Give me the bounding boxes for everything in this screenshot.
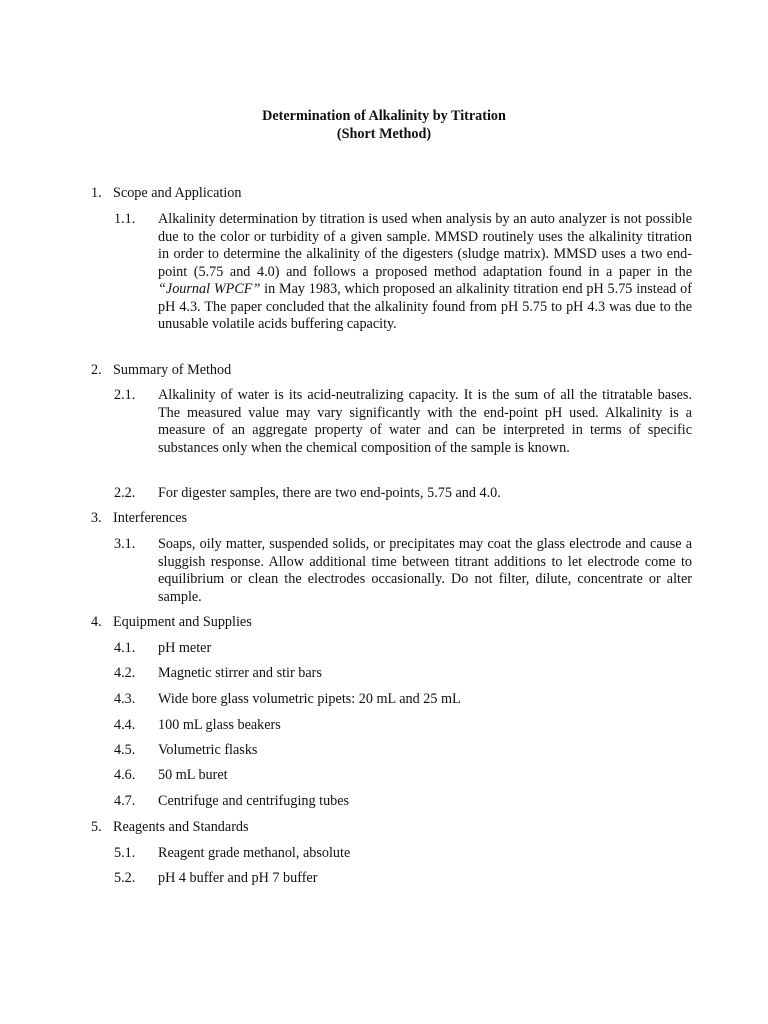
section-number: 5.: [91, 819, 102, 835]
item-number: 4.5.: [114, 742, 136, 758]
item-number: 4.1.: [114, 640, 136, 656]
item-text: pH meter: [158, 640, 212, 656]
journal-name: “Journal WPCF”: [158, 281, 261, 297]
item-number: 4.2.: [114, 665, 136, 681]
item-text: Wide bore glass volumetric pipets: 20 mL and 25 mL: [158, 691, 461, 707]
item-text: Centrifuge and centrifuging tubes: [158, 793, 350, 809]
item-text: Volumetric flasks: [158, 742, 258, 758]
item-number: 4.3.: [114, 691, 136, 707]
section-heading-interferences: [91, 510, 691, 528]
section-title: Summary of Method: [113, 362, 232, 378]
document-title: Determination of Alkalinity by Titration: [262, 108, 506, 124]
section-number: 3.: [91, 510, 102, 526]
item-text: pH 4 buffer and pH 7 buffer: [158, 870, 318, 886]
item-number: 5.1.: [114, 845, 136, 861]
item-text: Alkalinity determination by titration is used when analysis by an auto analyzer is not possible due to the color or turbidity of a given sample. MMSD routinely uses the alkalinity titration in order to determine the alkalinity of the digesters (sludge matrix). MMSD uses a two end- point (5.75 and 4.0) and follows a proposed method adaptation found in a paper in the “Journal WPCF” in May 1983, which proposed an alkalinity titration end pH 5.75 instead of pH 4.3. The paper concluded that the alkalinity found from pH 5.75 to pH 4.3 was due to the unusable volatile acids buffering capacity.: [158, 211, 693, 332]
item-number: 3.1.: [114, 536, 136, 552]
item-number: 2.1.: [114, 387, 136, 403]
section-number: 2.: [91, 362, 102, 378]
document-subtitle: (Short Method): [336, 126, 432, 142]
item-text: For digester samples, there are two end-points, 5.75 and 4.0.: [158, 485, 501, 501]
item-number: 1.1.: [114, 211, 136, 227]
section-number: 4.: [91, 614, 102, 630]
item-text: 50 mL buret: [158, 767, 228, 783]
section-title: Interferences: [113, 510, 188, 526]
item-text: Magnetic stirrer and stir bars: [158, 665, 322, 681]
item-number: 4.4.: [114, 717, 136, 733]
item-number: 2.2.: [114, 485, 136, 501]
item-text: Soaps, oily matter, suspended solids, or precipitates may coat the glass electrode and cause a sluggish response. Allow additional time between titrant additions to let electrode come to equilibrium or clean the electrodes occasionally. Do not filter, dilute, concentrate or alter sample.: [158, 536, 692, 605]
item-number: 4.7.: [114, 793, 136, 809]
section-title: Scope and Application: [113, 185, 242, 201]
section-heading-equipment: [91, 614, 691, 632]
section-heading-reagents: [91, 819, 691, 837]
item-number: 5.2.: [114, 870, 136, 886]
item-text: 100 mL glass beakers: [158, 717, 281, 733]
item-text: Reagent grade methanol, absolute: [158, 845, 351, 861]
section-number: 1.: [91, 185, 102, 201]
section-title: Reagents and Standards: [113, 819, 249, 835]
item-text: Alkalinity of water is its acid-neutralizing capacity. It is the sum of all the titratable bases. The measured value may vary significantly with the end-point pH used. Alkalinity is a measure of an aggregate property of water and can be interpreted in terms of specific substances only when the chemical composition of the sample is known.: [158, 387, 692, 456]
section-heading-scope: [91, 185, 691, 203]
section-heading-summary: [91, 362, 691, 380]
section-title: Equipment and Supplies: [113, 614, 252, 630]
item-number: 4.6.: [114, 767, 136, 783]
